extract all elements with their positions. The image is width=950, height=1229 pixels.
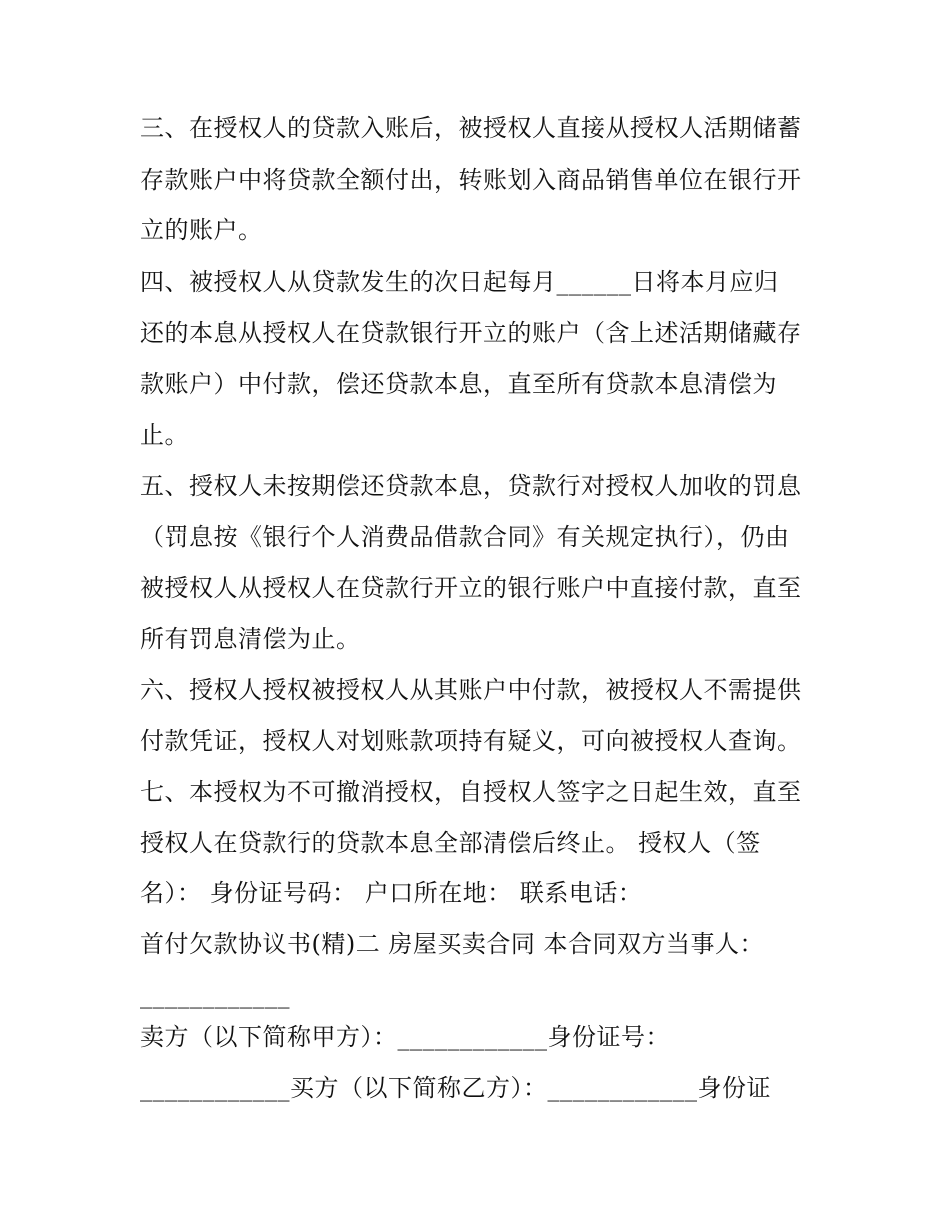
text-line: 卖方（以下简称甲方）：____________身份证号：: [140, 1023, 670, 1051]
text-line: 存款账户中将贷款全额付出，转账划入商品销售单位在银行开: [140, 166, 802, 194]
text-line: 付款凭证，授权人对划账款项持有疑义，可向被授权人查询。: [140, 727, 802, 755]
text-line: ____________买方（以下简称乙方）：____________身份证: [140, 1074, 771, 1102]
text-line: 四、被授权人从贷款发生的次日起每月______日将本月应归: [140, 268, 779, 296]
text-line: 还的本息从授权人在贷款银行开立的账户（含上述活期储藏存: [140, 319, 802, 347]
text-line: 七、本授权为不可撤消授权，自授权人签字之日起生效，直至: [140, 778, 802, 806]
text-line: 授权人在贷款行的贷款本息全部清偿后终止。 授权人（签: [140, 829, 761, 857]
text-line: 六、授权人授权被授权人从其账户中付款，被授权人不需提供: [140, 676, 802, 704]
text-line: 立的账户。: [140, 216, 263, 244]
text-line: 名）： 身份证号码： 户口所在地： 联系电话：: [140, 879, 643, 907]
text-line: 款账户）中付款，偿还贷款本息，直至所有贷款本息清偿为: [140, 370, 777, 398]
text-line: 被授权人从授权人在贷款行开立的银行账户中直接付款，直至: [140, 574, 802, 602]
text-line: 所有罚息清偿为止。: [140, 625, 361, 653]
text-line: 三、在授权人的贷款入账后，被授权人直接从授权人活期储蓄: [140, 114, 802, 142]
text-line: 止。: [140, 421, 189, 449]
text-line: 首付欠款协议书(精)二 房屋买卖合同 本合同双方当事人：: [140, 930, 764, 958]
text-line: （罚息按《银行个人消费品借款合同》有关规定执行），仍由: [140, 523, 790, 551]
text-line: 五、授权人未按期偿还贷款本息，贷款行对授权人加收的罚息: [140, 472, 802, 500]
blank-line: ____________: [140, 981, 290, 1009]
